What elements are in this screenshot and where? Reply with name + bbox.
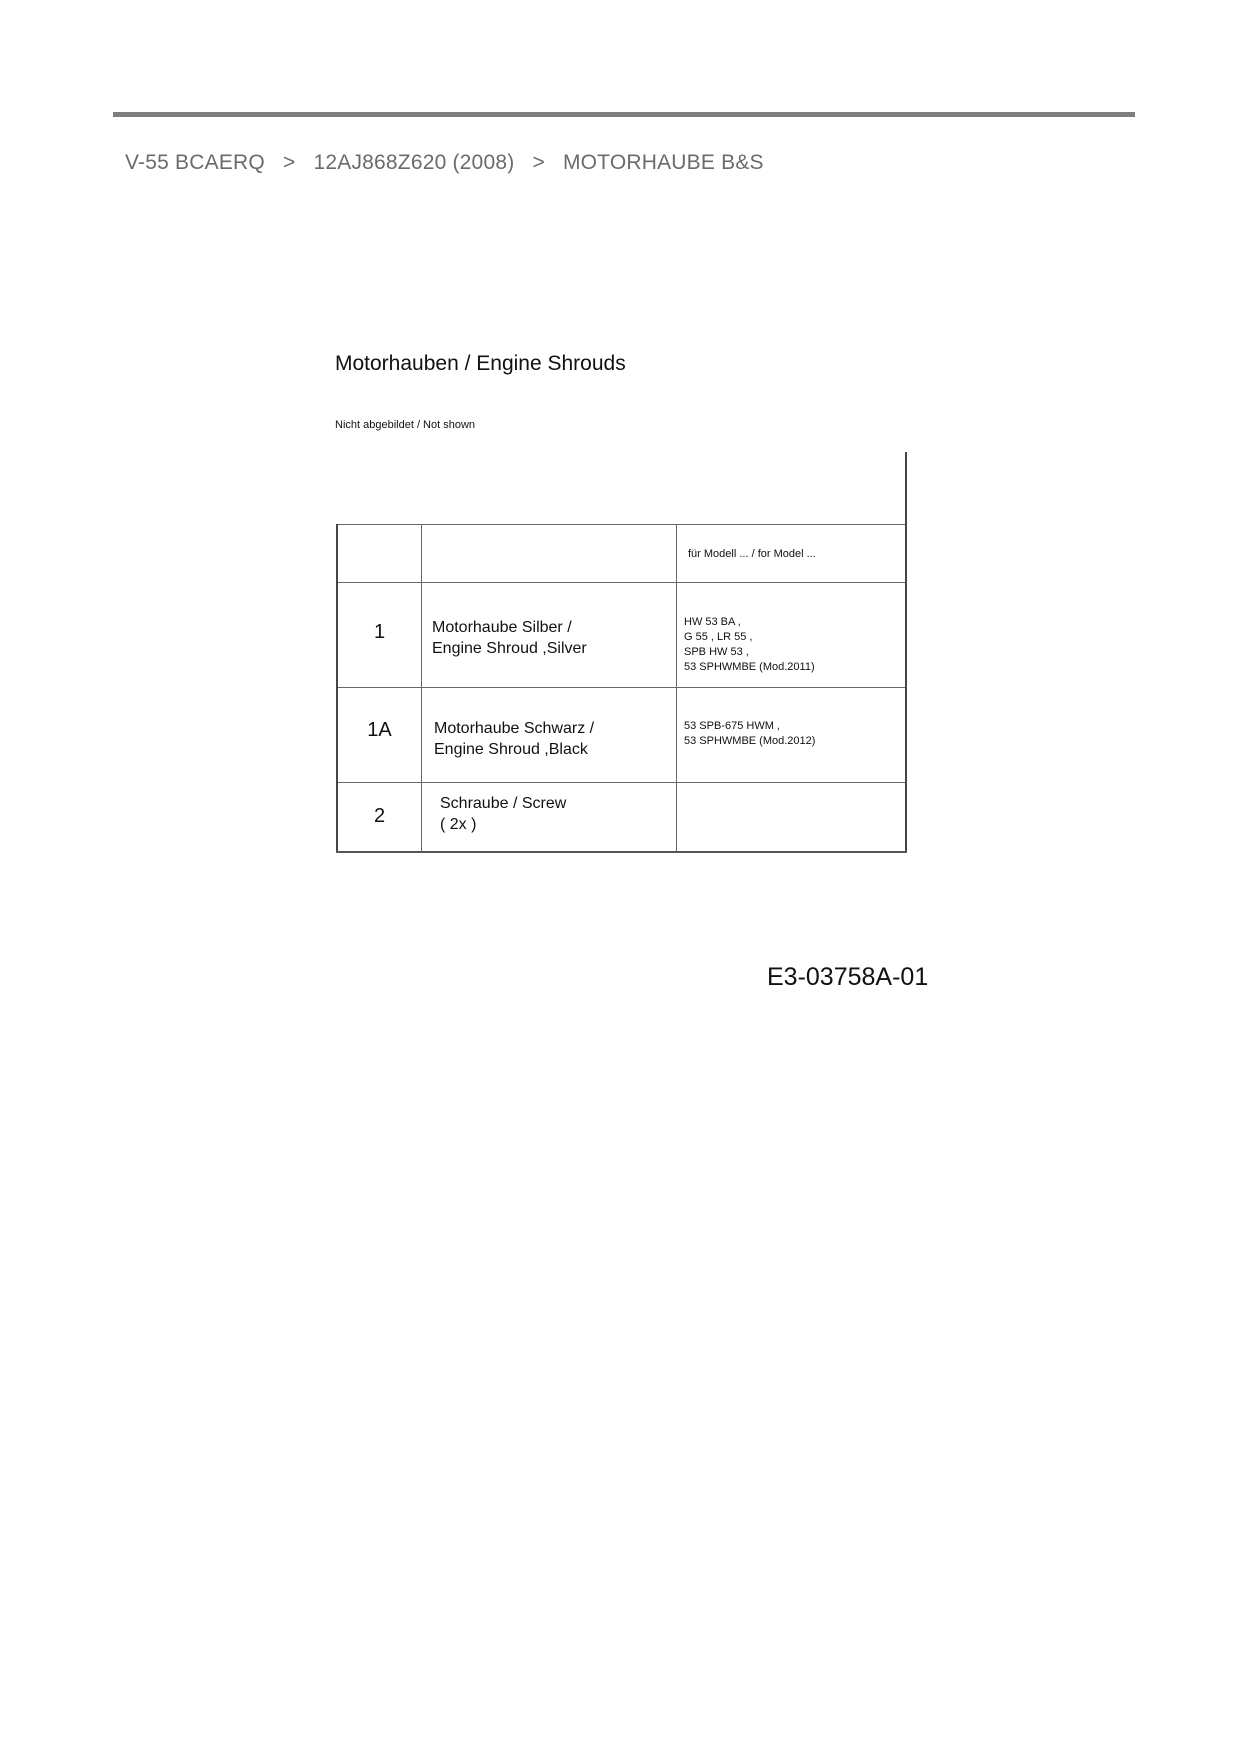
header-model-cell (677, 525, 907, 583)
header-pos-cell (337, 525, 422, 583)
breadcrumb-separator: > (282, 151, 296, 174)
breadcrumb-item-model[interactable]: V-55 BCAERQ (125, 151, 265, 174)
part-description: Schraube / Screw ( 2x ) (440, 795, 567, 833)
pos-cell (337, 583, 422, 688)
part-models: HW 53 BA , G 55 , LR 55 , SPB HW 53 , 53 SPHWMBE (Mod.2011) (684, 616, 815, 673)
not-shown-note: Nicht abgebildet / Not shown (335, 419, 476, 431)
part-models: 53 SPB-675 HWM , 53 SPHWMBE (Mod.2012) (684, 720, 816, 747)
table-row (337, 583, 906, 688)
pos-cell (337, 688, 422, 783)
part-description: Motorhaube Schwarz / Engine Shroud ,Black (434, 720, 595, 758)
drawing-number: E3-03758A-01 (767, 963, 929, 991)
part-position: 1 (373, 621, 386, 643)
table-frame-edge (905, 452, 907, 524)
breadcrumb-separator: > (532, 151, 545, 174)
description-cell (422, 688, 677, 783)
header-description-cell (422, 525, 677, 583)
part-description: Motorhaube Silber / Engine Shroud ,Silver (432, 619, 587, 657)
description-cell (422, 783, 677, 853)
pos-cell (337, 783, 422, 853)
table-row (337, 783, 906, 853)
part-position: 1A (367, 719, 392, 741)
description-cell (422, 583, 677, 688)
model-cell (677, 783, 907, 853)
model-cell (677, 583, 907, 688)
breadcrumb-item-variant[interactable]: 12AJ868Z620 (2008) (313, 151, 515, 174)
breadcrumb-item-assembly: MOTORHAUBE B&S (562, 151, 764, 174)
model-column-header: für Modell ... / for Model ... (688, 548, 816, 560)
table-row (337, 688, 906, 783)
parts-table (336, 524, 907, 853)
part-position: 2 (373, 805, 386, 827)
table-header-row (337, 525, 906, 583)
model-cell (677, 688, 907, 783)
drawing-title: Motorhauben / Engine Shrouds (335, 352, 626, 375)
